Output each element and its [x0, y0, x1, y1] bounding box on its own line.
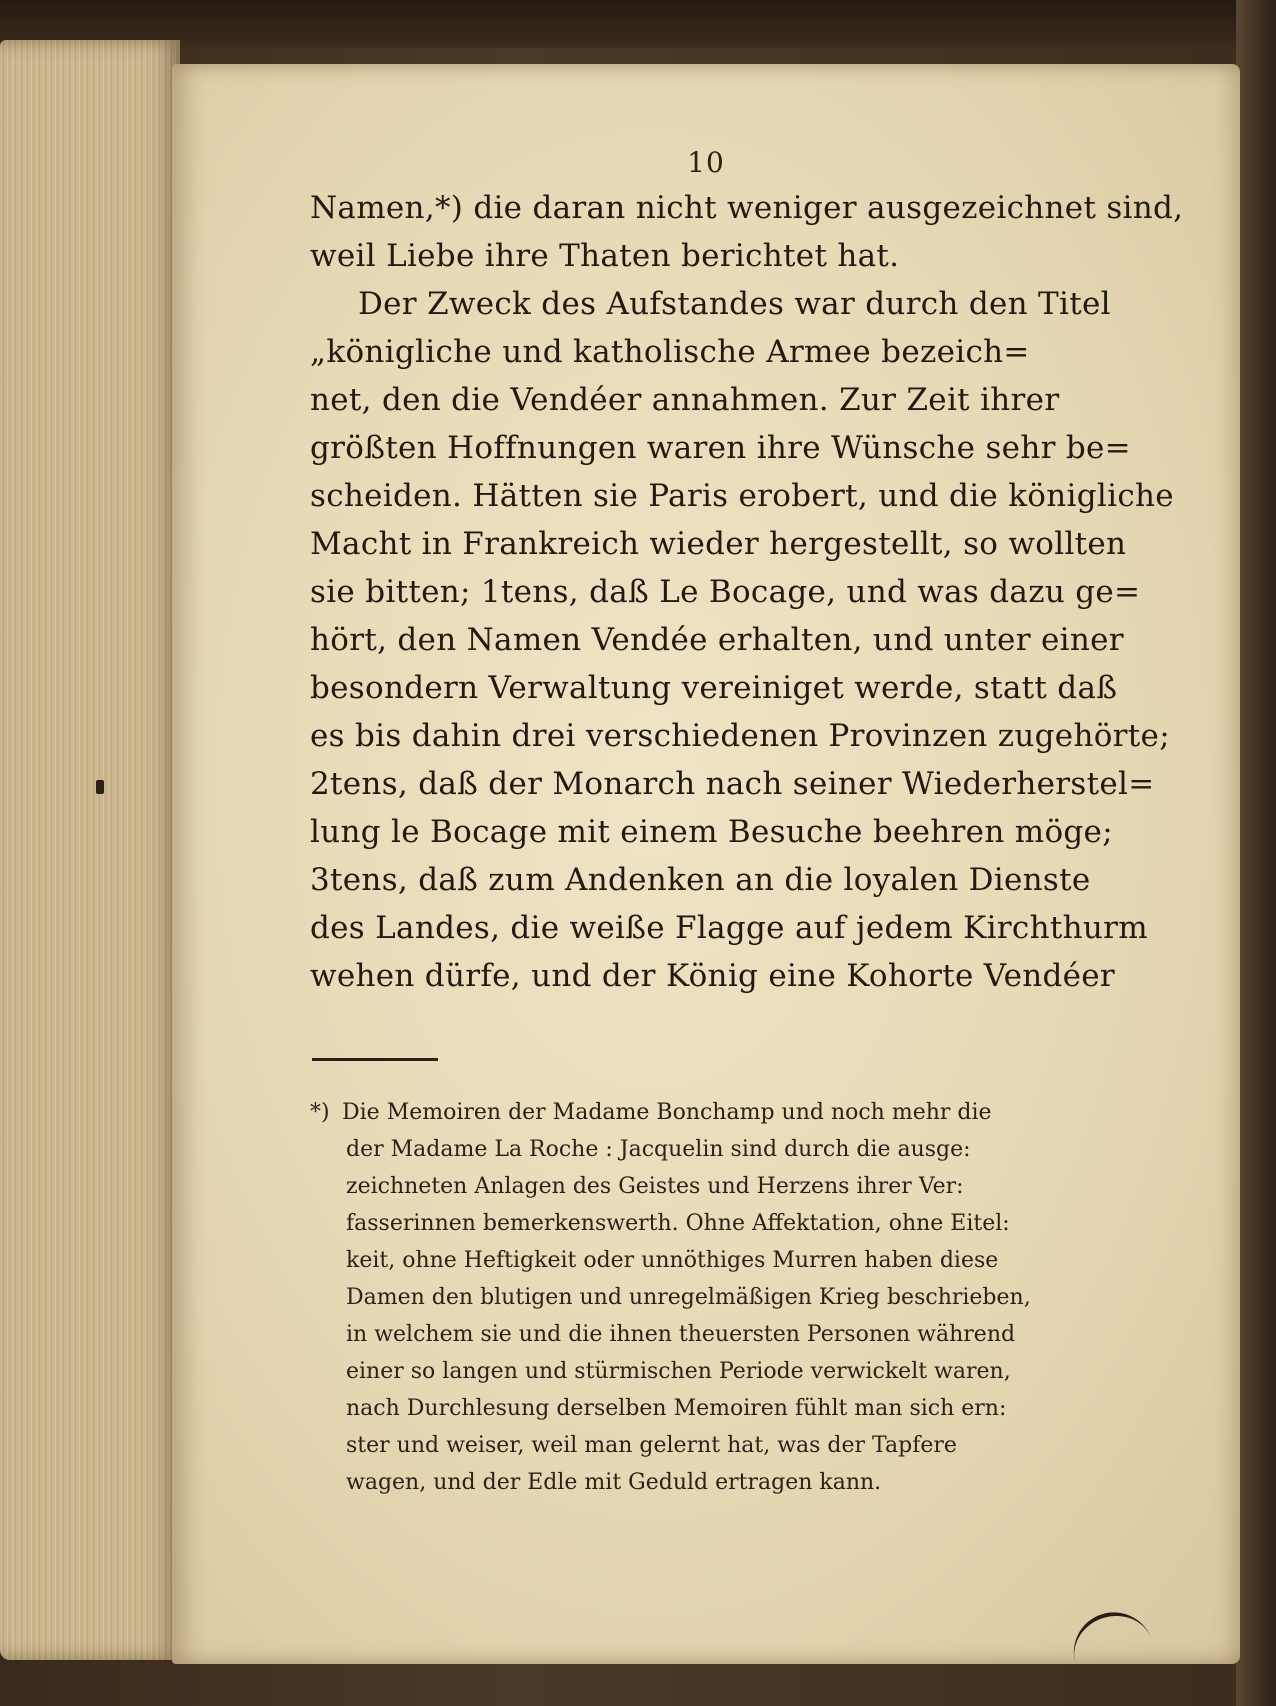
book-cover-right	[1236, 0, 1276, 1706]
edge-mark	[96, 780, 104, 794]
text-line: weil Liebe ihre Thaten berichtet hat.	[310, 238, 900, 274]
footnote	[310, 1094, 1090, 1501]
footnote-line: fasserinnen bemerkenswerth. Ohne Affektation, ohne Eitel:	[346, 1211, 1010, 1236]
main-text	[310, 184, 1184, 1000]
text-line: wehen dürfe, und der König eine Kohorte Vendéer	[310, 958, 1116, 994]
text-line: sie bitten; 1tens, daß Le Bocage, und was dazu ge=	[310, 574, 1141, 610]
footnote-line: nach Durchlesung derselben Memoiren fühlt man sich ern:	[346, 1396, 1007, 1421]
footnote-line: zeichneten Anlagen des Geistes und Herzens ihrer Ver:	[346, 1174, 964, 1199]
footnote-line	[310, 1094, 1090, 1131]
text-line: 2tens, daß der Monarch nach seiner Wiederherstel=	[310, 766, 1155, 802]
footnote-line: wagen, und der Edle mit Geduld ertragen kann.	[346, 1470, 882, 1495]
text-line: „königliche und katholische Armee bezeich=	[310, 334, 1030, 370]
footnote-line: Damen den blutigen und unregelmäßigen Krieg beschrieben,	[346, 1285, 1031, 1310]
text-line: des Landes, die weiße Flagge auf jedem Kirchthurm	[310, 910, 1148, 946]
text-line: net, den die Vendéer annahmen. Zur Zeit ihrer	[310, 382, 1060, 418]
text-line: größten Hoffnungen waren ihre Wünsche sehr be=	[310, 430, 1131, 466]
footnote-line: der Madame La Roche : Jacquelin sind durch die ausge:	[346, 1137, 971, 1162]
page-number: 10	[687, 146, 725, 179]
text-line: 3tens, daß zum Andenken an die loyalen Dienste	[310, 862, 1091, 898]
text-line: scheiden. Hätten sie Paris erobert, und die königliche	[310, 478, 1174, 514]
text-line: es bis dahin drei verschiedenen Provinzen zugehörte;	[310, 718, 1170, 754]
book-page	[172, 64, 1240, 1664]
page-edges	[0, 40, 180, 1660]
text-line: Macht in Frankreich wieder hergestellt, so wollten	[310, 526, 1127, 562]
text-line: lung le Bocage mit einem Besuche beehren möge;	[310, 814, 1113, 850]
text-line: Der Zweck des Aufstandes war durch den Titel	[358, 286, 1111, 322]
footnote-rule	[312, 1058, 438, 1061]
footnote-line: keit, ohne Heftigkeit oder unnöthiges Murren haben diese	[346, 1248, 999, 1273]
footnote-line: ster und weiser, weil man gelernt hat, was der Tapfere	[346, 1433, 957, 1458]
footnote-line: einer so langen und stürmischen Periode verwickelt waren,	[346, 1359, 1011, 1384]
text-line: hört, den Namen Vendée erhalten, und unter einer	[310, 622, 1124, 658]
footnote-line: in welchem sie und die ihnen theuersten Personen während	[346, 1322, 1016, 1347]
book-cover-top	[0, 0, 1276, 48]
footnote-marker: *)	[310, 1100, 330, 1125]
text-line: besondern Verwaltung vereiniget werde, statt daß	[310, 670, 1118, 706]
text-line: Namen,*) die daran nicht weniger ausgezeichnet sind,	[310, 190, 1184, 226]
footnote-line-text: Die Memoiren der Madame Bonchamp und noch mehr die	[342, 1100, 992, 1125]
